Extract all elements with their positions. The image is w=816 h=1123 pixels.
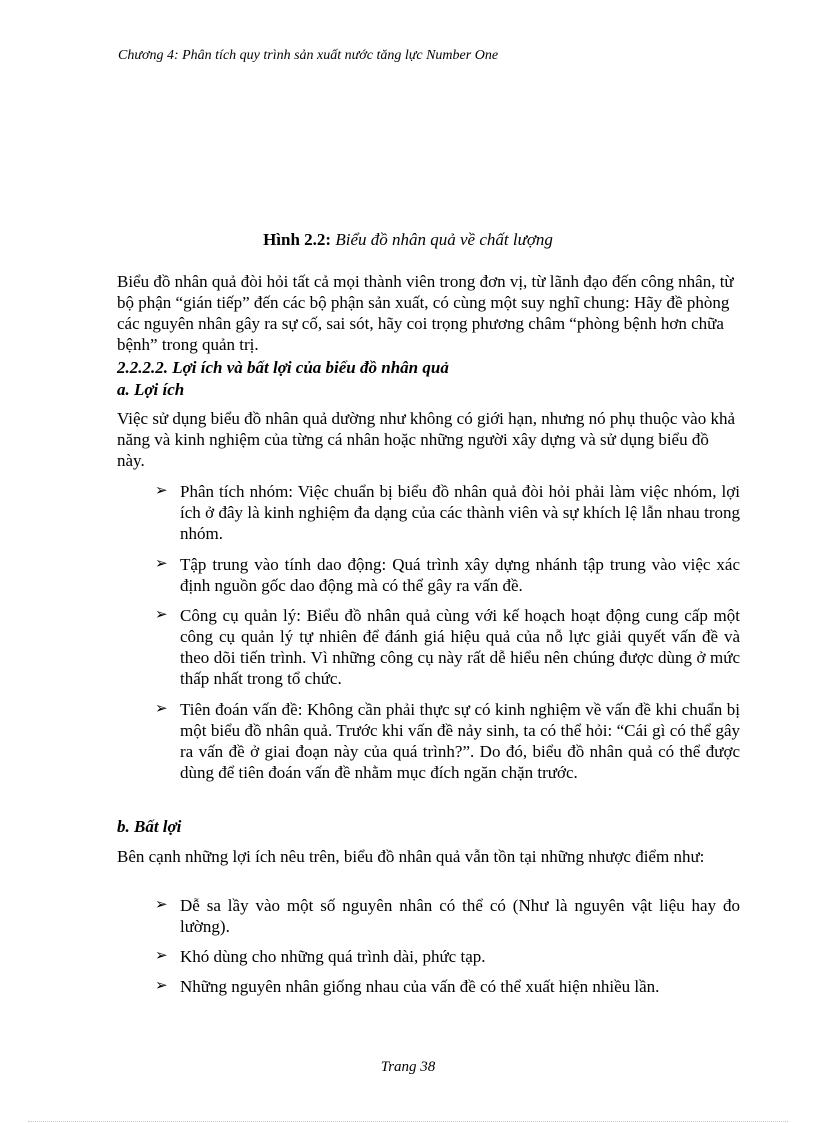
running-header: Chương 4: Phân tích quy trình sản xuất nước tăng lực Number One — [118, 48, 499, 63]
advantage-item — [155, 699, 740, 783]
advantage-item — [155, 554, 740, 596]
advantages-heading: a. Lợi ích — [117, 380, 185, 399]
disadvantages-intro: Bên cạnh những lợi ích nêu trên, biểu đồ nhân quả vẫn tồn tại những nhược điểm như: — [117, 847, 705, 866]
disadvantages-heading: b. Bất lợi — [117, 817, 182, 836]
disadvantage-item-text: Dễ sa lầy vào một số nguyên nhân có thể có (Như là nguyên vật liệu hay đo lường). — [180, 896, 740, 936]
advantage-item-text: Tập trung vào tính dao động: Quá trình xây dựng nhánh tập trung vào việc xác định nguồn gốc dao động mà có thể gây ra vấn đề. — [180, 555, 740, 595]
arrow-bullet-icon: ➢ — [155, 701, 168, 717]
arrow-bullet-icon: ➢ — [155, 978, 168, 994]
disadvantage-item — [155, 976, 740, 997]
arrow-bullet-icon: ➢ — [155, 556, 168, 572]
arrow-bullet-icon: ➢ — [155, 483, 168, 499]
arrow-bullet-icon: ➢ — [155, 897, 168, 913]
advantage-item-text: Tiên đoán vấn đề: Không cần phải thực sự có kinh nghiệm về vấn đề khi chuẩn bị một biểu đồ nhân quả. Trước khi vấn đề nảy sinh, ta có thể hỏi: “Cái gì có thể gây ra vấn đề ở giai đoạn này của quá trình?”. Do đó, biểu đồ nhân quả có thể được dùng để tiên đoán vấn đề nhằm mục đích ngăn chặn trước. — [180, 700, 740, 782]
disadvantage-item — [155, 895, 740, 937]
advantage-item — [155, 481, 740, 544]
figure-label: Hình 2.2: — [263, 230, 332, 249]
figure-title: Biểu đồ nhân quả về chất lượng — [335, 230, 553, 249]
advantages-intro: Việc sử dụng biểu đồ nhân quả dường như không có giới hạn, nhưng nó phụ thuộc vào khả năng và kinh nghiệm của từng cá nhân hoặc những người xây dựng và sử dụng biểu đồ này. — [117, 409, 736, 470]
section-heading: 2.2.2.2. Lợi ích và bất lợi của biểu đồ nhân quả — [117, 358, 449, 377]
figure-caption — [0, 230, 816, 250]
advantage-item-text: Công cụ quản lý: Biểu đồ nhân quả cùng với kế hoạch hoạt động cung cấp một công cụ quản lý tự nhiên để đánh giá hiệu quả của nỗ lực giải quyết vấn đề và theo dõi tiến trình. Vì những công cụ này rất dễ hiểu nên chúng được dùng ở mức thấp nhất trong tổ chức. — [180, 606, 740, 688]
advantage-item-text: Phân tích nhóm: Việc chuẩn bị biểu đồ nhân quả đòi hỏi phải làm việc nhóm, lợi ích ở đây là kinh nghiệm đa dạng của các thành viên và sự khích lệ lẫn nhau trong nhóm. — [180, 482, 740, 543]
arrow-bullet-icon: ➢ — [155, 607, 168, 623]
bottom-divider — [28, 1121, 788, 1122]
arrow-bullet-icon: ➢ — [155, 948, 168, 964]
disadvantage-item — [155, 946, 740, 967]
disadvantage-item-text: Khó dùng cho những quá trình dài, phức tạp. — [180, 947, 486, 966]
page-number: Trang 38 — [380, 1059, 436, 1075]
intro-paragraph: Biểu đồ nhân quả đòi hỏi tất cả mọi thành viên trong đơn vị, từ lãnh đạo đến công nhân, từ bộ phận “gián tiếp” đến các bộ phận sản xuất, có cùng một suy nghĩ chung: Hãy đề phòng các nguyên nhân gây ra sự cố, sai sót, hãy coi trọng phương châm “phòng bệnh hơn chữa bệnh” trong quản trị. — [117, 272, 734, 354]
disadvantage-item-text: Những nguyên nhân giống nhau của vấn đề có thể xuất hiện nhiều lần. — [180, 977, 660, 996]
advantage-item — [155, 605, 740, 689]
